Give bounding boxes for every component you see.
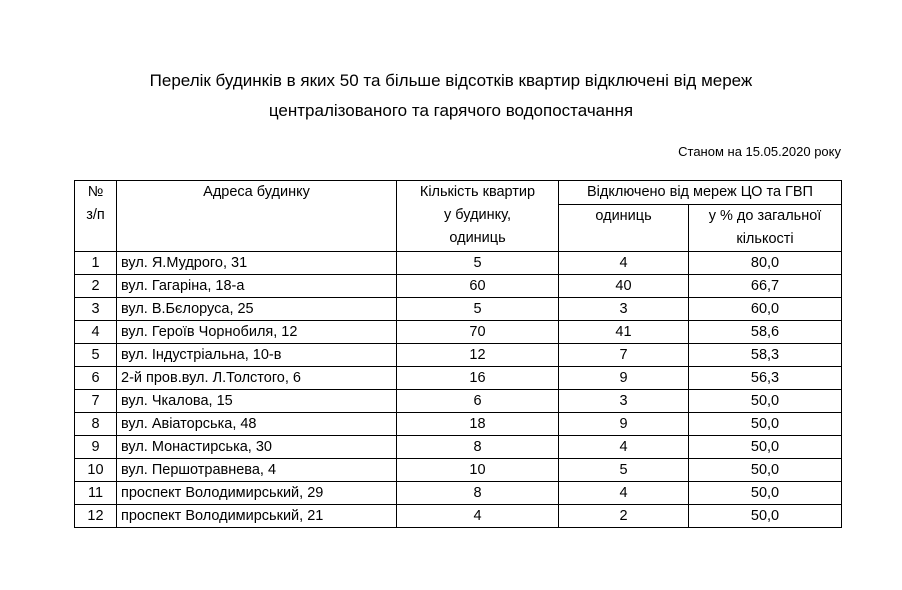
row-num: 2 xyxy=(75,275,117,298)
header-address: Адреса будинку xyxy=(117,181,397,252)
row-address: вул. В.Бєлоруса, 25 xyxy=(117,298,397,321)
row-num: 11 xyxy=(75,482,117,505)
table-row xyxy=(75,275,842,298)
table-row xyxy=(75,390,842,413)
table-row xyxy=(75,505,842,528)
row-address: проспект Володимирський, 21 xyxy=(117,505,397,528)
page-title xyxy=(0,66,902,126)
row-apartments: 10 xyxy=(397,459,559,482)
table-row xyxy=(75,413,842,436)
row-apartments: 12 xyxy=(397,344,559,367)
row-units: 7 xyxy=(559,344,689,367)
row-percent: 60,0 xyxy=(689,298,842,321)
row-address: вул. Героїв Чорнобиля, 12 xyxy=(117,321,397,344)
row-percent: 50,0 xyxy=(689,459,842,482)
row-units: 41 xyxy=(559,321,689,344)
header-percent-line2: кількості xyxy=(736,231,794,247)
row-num: 12 xyxy=(75,505,117,528)
row-units: 5 xyxy=(559,459,689,482)
table-row xyxy=(75,367,842,390)
header-percent xyxy=(689,205,842,252)
row-address: вул. Чкалова, 15 xyxy=(117,390,397,413)
row-percent: 66,7 xyxy=(689,275,842,298)
header-num xyxy=(75,181,117,252)
row-units: 2 xyxy=(559,505,689,528)
header-apartments xyxy=(397,181,559,252)
row-apartments: 5 xyxy=(397,298,559,321)
row-percent: 56,3 xyxy=(689,367,842,390)
table-row xyxy=(75,436,842,459)
header-apartments-line1: Кількість квартир xyxy=(419,184,536,200)
row-address: вул. Я.Мудрого, 31 xyxy=(117,252,397,275)
row-percent: 80,0 xyxy=(689,252,842,275)
header-percent-line1: у % до загальної xyxy=(708,208,822,224)
row-num: 10 xyxy=(75,459,117,482)
row-address: вул. Першотравнева, 4 xyxy=(117,459,397,482)
header-disconnected: Відключено від мереж ЦО та ГВП xyxy=(559,181,842,205)
row-num: 9 xyxy=(75,436,117,459)
row-units: 40 xyxy=(559,275,689,298)
row-percent: 50,0 xyxy=(689,390,842,413)
row-address: проспект Володимирський, 29 xyxy=(117,482,397,505)
header-apartments-line2: у будинку, xyxy=(444,207,511,223)
header-num-line2: з/п xyxy=(86,207,105,223)
row-percent: 50,0 xyxy=(689,482,842,505)
row-apartments: 8 xyxy=(397,436,559,459)
row-apartments: 5 xyxy=(397,252,559,275)
date-note: Станом на 15.05.2020 року xyxy=(678,144,841,159)
row-address: вул. Авіаторська, 48 xyxy=(117,413,397,436)
table-row xyxy=(75,482,842,505)
row-num: 8 xyxy=(75,413,117,436)
table-row xyxy=(75,252,842,275)
table-row xyxy=(75,344,842,367)
row-apartments: 18 xyxy=(397,413,559,436)
title-line-2: централізованого та гарячого водопостачання xyxy=(268,101,634,120)
buildings-table xyxy=(74,180,842,528)
row-num: 6 xyxy=(75,367,117,390)
table-row xyxy=(75,321,842,344)
row-units: 4 xyxy=(559,252,689,275)
row-address: 2-й пров.вул. Л.Толстого, 6 xyxy=(117,367,397,390)
row-num: 5 xyxy=(75,344,117,367)
row-apartments: 6 xyxy=(397,390,559,413)
row-percent: 58,3 xyxy=(689,344,842,367)
row-percent: 50,0 xyxy=(689,436,842,459)
row-apartments: 4 xyxy=(397,505,559,528)
row-num: 7 xyxy=(75,390,117,413)
row-address: вул. Гагаріна, 18-а xyxy=(117,275,397,298)
row-percent: 50,0 xyxy=(689,413,842,436)
row-apartments: 70 xyxy=(397,321,559,344)
header-units: одиниць xyxy=(559,205,689,252)
row-percent: 58,6 xyxy=(689,321,842,344)
row-units: 4 xyxy=(559,482,689,505)
row-num: 3 xyxy=(75,298,117,321)
row-units: 4 xyxy=(559,436,689,459)
table-row xyxy=(75,459,842,482)
row-address: вул. Монастирська, 30 xyxy=(117,436,397,459)
row-num: 1 xyxy=(75,252,117,275)
row-units: 9 xyxy=(559,413,689,436)
title-line-1: Перелік будинків в яких 50 та більше відсотків квартир відключені від мереж xyxy=(149,71,753,90)
row-apartments: 8 xyxy=(397,482,559,505)
row-apartments: 16 xyxy=(397,367,559,390)
row-units: 9 xyxy=(559,367,689,390)
row-units: 3 xyxy=(559,390,689,413)
row-percent: 50,0 xyxy=(689,505,842,528)
row-address: вул. Індустріальна, 10-в xyxy=(117,344,397,367)
row-units: 3 xyxy=(559,298,689,321)
header-apartments-line3: одиниць xyxy=(449,230,506,246)
row-apartments: 60 xyxy=(397,275,559,298)
row-num: 4 xyxy=(75,321,117,344)
table-row xyxy=(75,298,842,321)
header-num-line1: № xyxy=(87,184,104,200)
